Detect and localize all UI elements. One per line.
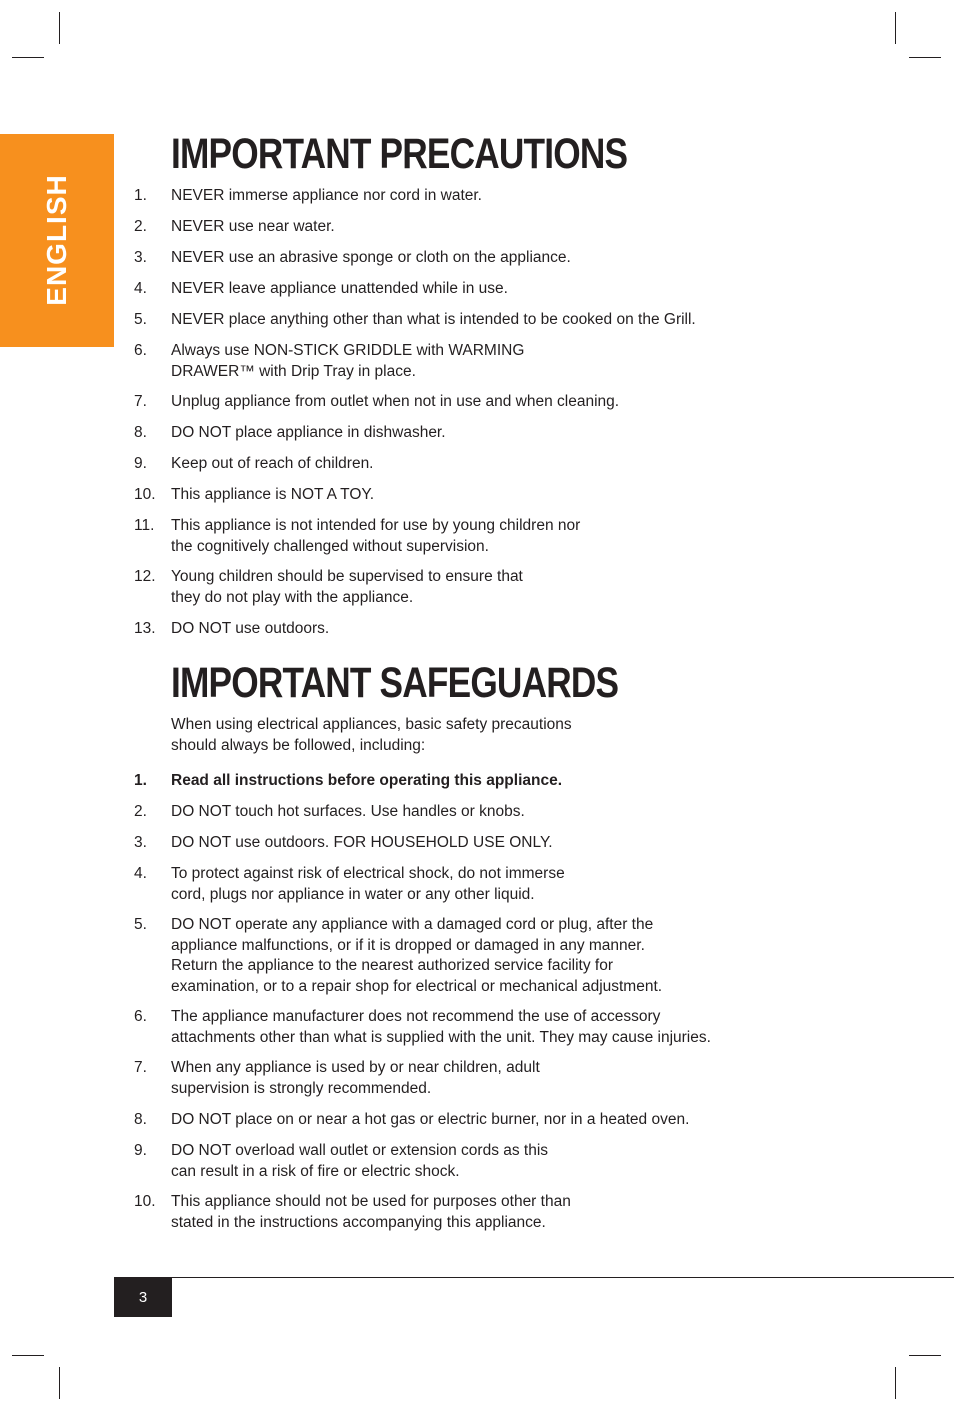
item-number: 5. [134, 311, 147, 328]
item-line: DO NOT overload wall outlet or extension cords as this [171, 1142, 549, 1159]
language-tab-label: ENGLISH [41, 174, 72, 306]
item-line: the cognitively challenged without supervision. [171, 537, 489, 555]
item-text [171, 516, 851, 557]
item-line: This appliance is NOT A TOY. [171, 486, 375, 503]
item-line: DO NOT use outdoors. [171, 620, 330, 637]
item-line: supervision is strongly recommended. [171, 1079, 432, 1097]
item-text [171, 392, 851, 413]
item-line: Young children should be supervised to ensure that [171, 568, 523, 585]
item-line: can result in a risk of fire or electric shock. [171, 1162, 460, 1180]
item-text [171, 279, 851, 300]
item-number: 7. [134, 393, 147, 410]
item-line: DO NOT touch hot surfaces. Use handles or knobs. [171, 803, 525, 820]
safeguards-intro [171, 715, 572, 756]
item-text [171, 341, 851, 382]
item-line: cord, plugs nor appliance in water or any other liquid. [171, 885, 535, 903]
item-text [171, 186, 851, 207]
item-line: Keep out of reach of children. [171, 455, 374, 472]
item-number: 2. [134, 803, 147, 820]
item-text [171, 1141, 851, 1182]
item-line: NEVER use an abrasive sponge or cloth on the appliance. [171, 249, 571, 266]
item-text [171, 802, 851, 823]
item-line: When any appliance is used by or near children, adult [171, 1059, 540, 1076]
item-line: NEVER immerse appliance nor cord in water. [171, 187, 482, 204]
item-number: 8. [134, 1111, 147, 1128]
item-text [171, 1110, 851, 1131]
item-number: 2. [134, 218, 147, 235]
item-number: 4. [134, 865, 147, 882]
item-line: appliance malfunctions, or if it is dropped or damaged in any manner. [171, 936, 645, 954]
item-number: 11. [134, 517, 155, 534]
item-number: 13. [134, 620, 156, 637]
crop-mark [12, 57, 44, 58]
crop-mark [909, 57, 941, 58]
item-line: DO NOT place on or near a hot gas or electric burner, nor in a heated oven. [171, 1111, 690, 1128]
item-line: To protect against risk of electrical shock, do not immerse [171, 865, 565, 882]
language-tab [0, 134, 114, 347]
item-line: Unplug appliance from outlet when not in use and when cleaning. [171, 393, 620, 410]
item-number: 3. [134, 834, 147, 851]
item-line: examination, or to a repair shop for electrical or mechanical adjustment. [171, 977, 663, 995]
item-text [171, 833, 851, 854]
item-line: This appliance is not intended for use by young children nor [171, 517, 581, 534]
item-line: The appliance manufacturer does not recommend the use of accessory [171, 1008, 661, 1025]
item-text [171, 915, 851, 997]
item-line: stated in the instructions accompanying this appliance. [171, 1213, 546, 1231]
item-text [171, 771, 851, 792]
item-number: 6. [134, 342, 147, 359]
item-number: 8. [134, 424, 147, 441]
item-number: 10. [134, 486, 156, 503]
item-line: DRAWER™ with Drip Tray in place. [171, 362, 416, 380]
item-text [171, 217, 851, 238]
item-line: NEVER leave appliance unattended while in use. [171, 280, 508, 297]
item-number: 5. [134, 916, 147, 933]
item-number: 1. [134, 187, 147, 204]
footer-divider [114, 1277, 954, 1278]
item-line: DO NOT place appliance in dishwasher. [171, 424, 446, 441]
crop-mark [12, 1355, 44, 1356]
safeguards-heading: IMPORTANT SAFEGUARDS [171, 659, 619, 707]
item-line: they do not play with the appliance. [171, 588, 414, 606]
crop-mark [909, 1355, 941, 1356]
intro-line: When using electrical appliances, basic safety precautions [171, 716, 572, 733]
item-text [171, 1058, 851, 1099]
item-number: 10. [134, 1193, 156, 1210]
item-text [171, 567, 851, 608]
item-text [171, 619, 851, 640]
crop-mark [59, 12, 60, 44]
item-text [171, 1007, 851, 1048]
item-line: NEVER place anything other than what is intended to be cooked on the Grill. [171, 311, 696, 328]
item-line: DO NOT operate any appliance with a damaged cord or plug, after the [171, 916, 654, 933]
item-text [171, 454, 851, 475]
item-line: Always use NON-STICK GRIDDLE with WARMING [171, 342, 525, 359]
item-text [171, 1192, 851, 1233]
item-line: NEVER use near water. [171, 218, 335, 235]
crop-mark [59, 1367, 60, 1399]
precautions-heading: IMPORTANT PRECAUTIONS [171, 130, 628, 178]
item-text [171, 248, 851, 269]
item-line: attachments other than what is supplied with the unit. They may cause injuries. [171, 1028, 711, 1046]
item-line: Return the appliance to the nearest authorized service facility for [171, 957, 613, 974]
item-number: 4. [134, 280, 147, 297]
crop-mark [895, 12, 896, 44]
page-number: 3 [114, 1278, 172, 1317]
item-text [171, 864, 851, 905]
item-number: 9. [134, 455, 147, 472]
item-number: 1. [134, 772, 147, 789]
item-text [171, 310, 851, 331]
crop-mark [895, 1367, 896, 1399]
item-text [171, 485, 851, 506]
item-number: 6. [134, 1008, 147, 1025]
item-number: 9. [134, 1142, 147, 1159]
item-number: 12. [134, 568, 156, 585]
item-line: DO NOT use outdoors. FOR HOUSEHOLD USE ONLY. [171, 834, 553, 851]
item-number: 7. [134, 1059, 147, 1076]
item-text [171, 423, 851, 444]
item-number: 3. [134, 249, 147, 266]
intro-line: should always be followed, including: [171, 736, 426, 754]
item-line: Read all instructions before operating this appliance. [171, 772, 563, 789]
item-line: This appliance should not be used for purposes other than [171, 1193, 571, 1210]
